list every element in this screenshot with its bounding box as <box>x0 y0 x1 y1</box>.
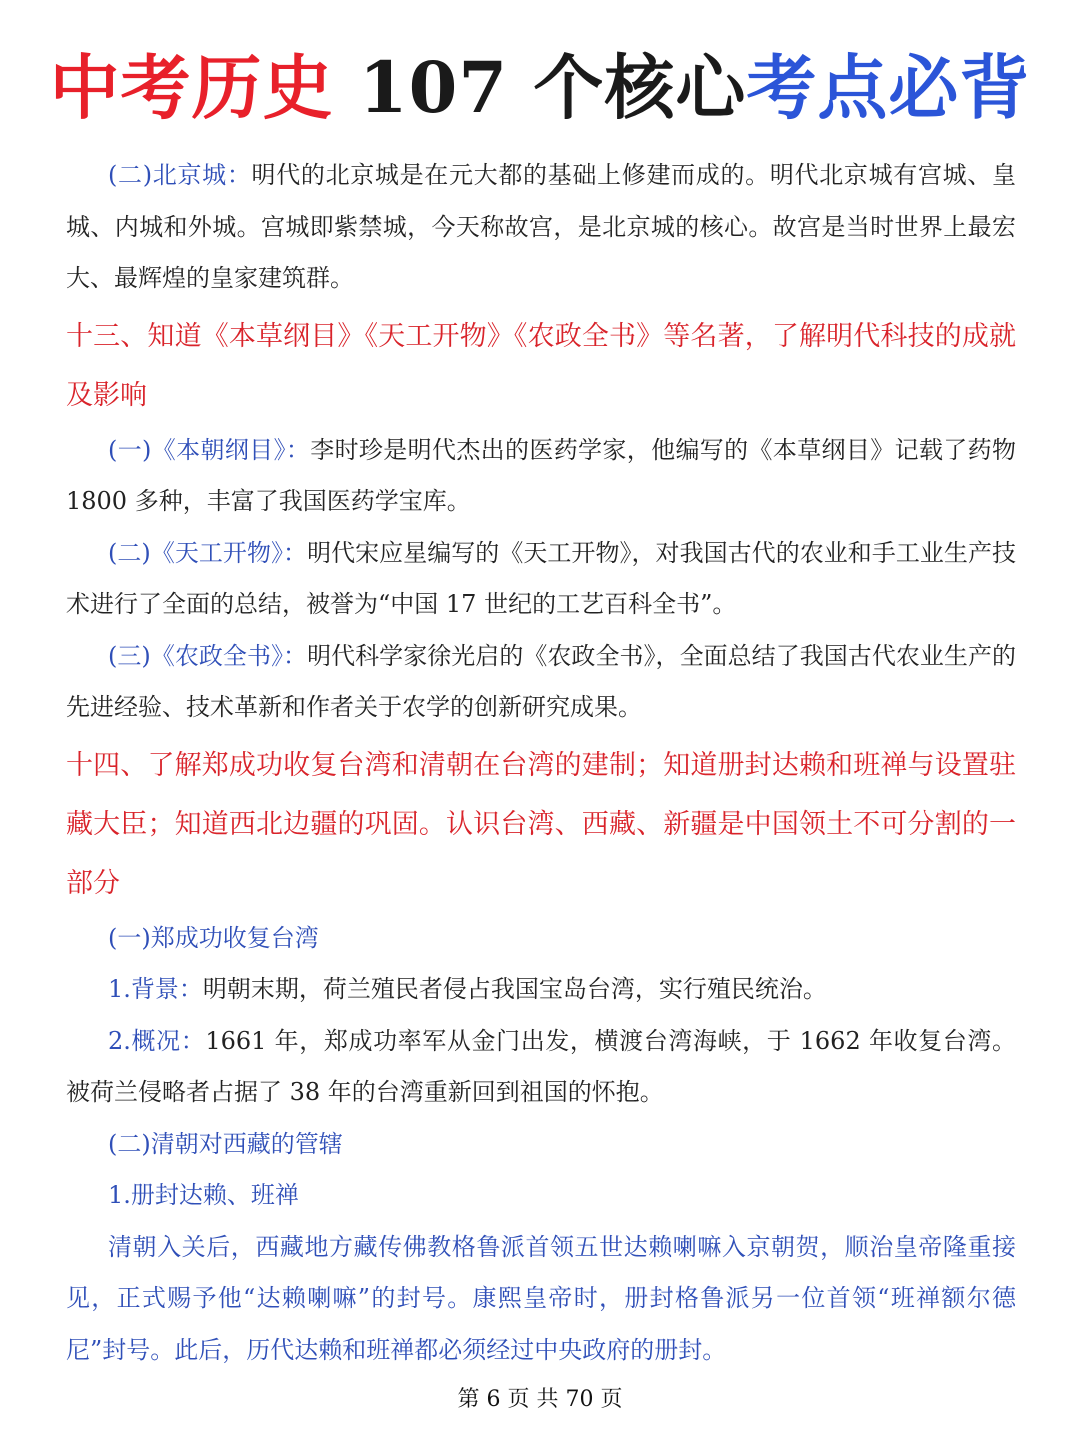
nongzheng-text: 明代科学家徐光启的《农政全书》，全面总结了我国古代农业生产的先进经验、技术革新和作者关于农学的创新研究成果。 <box>66 641 1017 721</box>
paragraph-background <box>66 964 1016 1016</box>
section-heading-13: 十三、知道《本草纲目》《天工开物》《农政全书》等名著，了解明代科技的成就及影响 <box>66 320 1016 411</box>
title-red-part: 中考历史 <box>49 46 334 129</box>
paragraph-beijing <box>66 150 1016 305</box>
bencao-text: 李时珍是明代杰出的医药学家，他编写的《本草纲目》记载了药物 1800 多种，丰富了我国医药学宝库。 <box>66 435 1016 515</box>
overview-label: 2.概况： <box>108 1026 206 1055</box>
page-title <box>0 40 1080 136</box>
overview-text: 1661 年，郑成功率军从金门出发，横渡台湾海峡，于 1662 年收复台湾。被荷兰侵略者占据了 38 年的台湾重新回到祖国的怀抱。 <box>66 1026 1016 1106</box>
background-text: 明朝末期，荷兰殖民者侵占我国宝岛台湾，实行殖民统治。 <box>202 975 827 1003</box>
section-heading-14: 十四、了解郑成功收复台湾和清朝在台湾的建制；知道册封达赖和班禅与设置驻藏大臣；知道西北边疆的巩固。认识台湾、西藏、新疆是中国领土不可分割的一部分 <box>66 749 1016 899</box>
subheading-qing-tibet: (二)清朝对西藏的管辖 <box>108 1129 343 1158</box>
paragraph-nongzheng <box>66 631 1016 734</box>
nongzheng-label: (三)《农政全书》： <box>108 641 308 670</box>
background-label: 1.背景： <box>108 975 203 1003</box>
paragraph-overview <box>66 1016 1016 1119</box>
paragraph-bencao <box>66 425 1016 528</box>
beijing-text: 明代的北京城是在元大都的基础上修建而成的。明代北京城有宫城、皇城、内城和外城。宫城即紫禁城，今天称故宫，是北京城的核心。故宫是当时世界上最宏大、最辉煌的皇家建筑群。 <box>66 161 1016 292</box>
title-blue-part: 考点必背 <box>746 46 1031 129</box>
bencao-label: (一)《本朝纲目》： <box>108 435 311 464</box>
page-number: 第 6 页 共 70 页 <box>457 1387 623 1412</box>
subheading-zheng: (一)郑成功收复台湾 <box>108 923 319 952</box>
paragraph-tiangong <box>66 528 1016 631</box>
tiangong-label: (二)《天工开物》： <box>108 538 308 567</box>
document-body <box>66 150 1016 1376</box>
paragraph-cefeng: 清朝入关后，西藏地方藏传佛教格鲁派首领五世达赖喇嘛入京朝贺，顺治皇帝隆重接见，正式赐予他“达赖喇嘛”的封号。康熙皇帝时，册封格鲁派另一位首领“班禅额尔德尼”封号。此后，历代达赖和班禅都必须经过中央政府的册封。 <box>66 1232 1016 1364</box>
subheading-cefeng: 1.册封达赖、班禅 <box>108 1181 299 1209</box>
beijing-label: (二)北京城： <box>108 161 252 189</box>
title-black-part: 107 个核心 <box>333 46 747 129</box>
tiangong-text: 明代宋应星编写的《天工开物》，对我国古代的农业和手工业生产技术进行了全面的总结，被誉为“中国 17 世纪的工艺百科全书”。 <box>66 538 1017 618</box>
